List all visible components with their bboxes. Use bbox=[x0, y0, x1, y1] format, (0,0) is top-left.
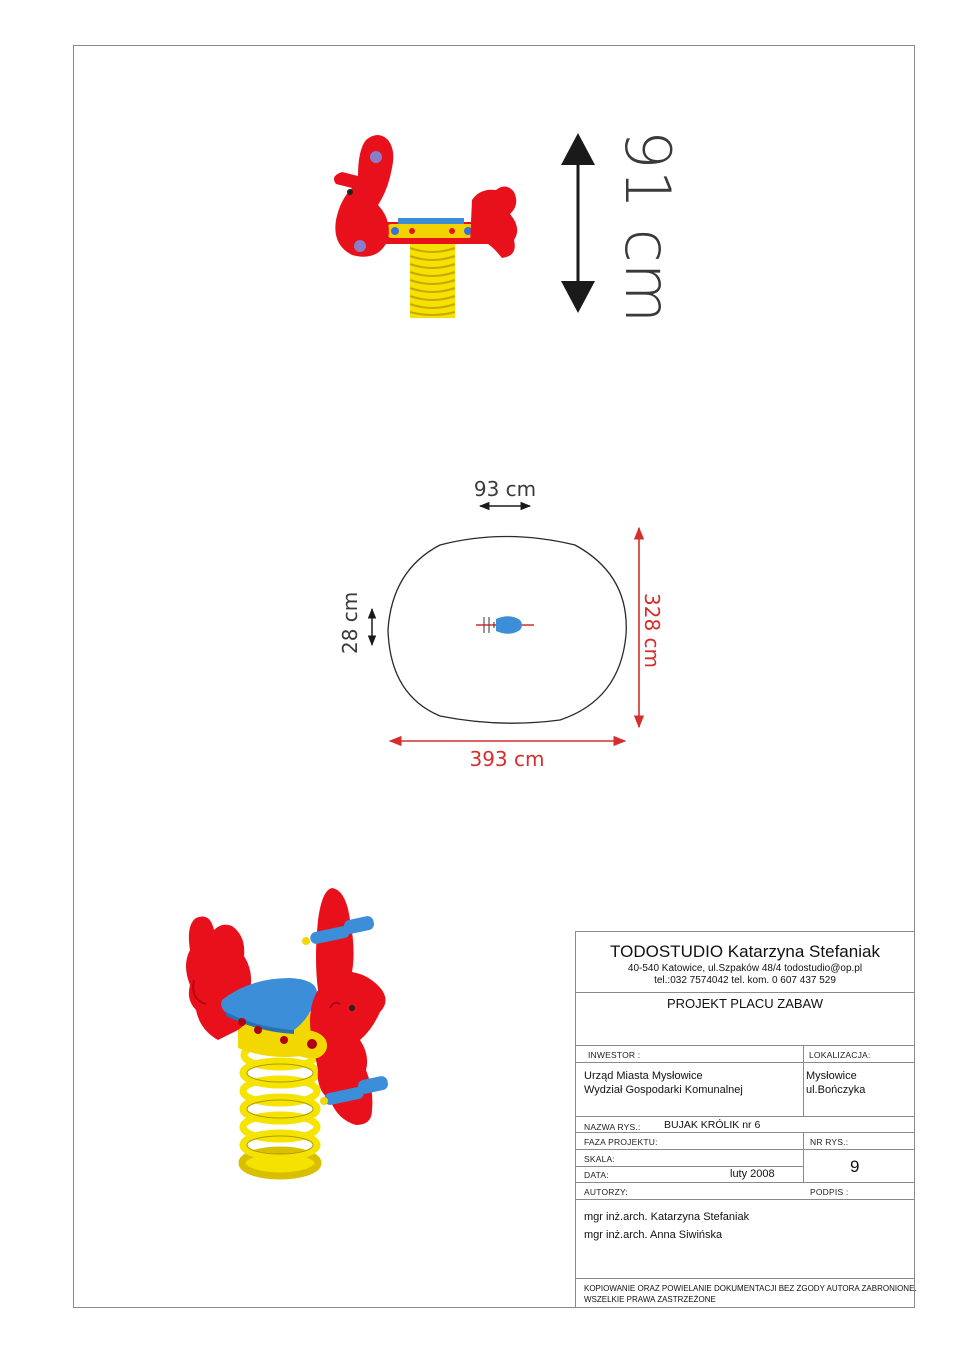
zone-depth-label: 328 cm bbox=[640, 593, 664, 669]
height-dimension-label: 91 cm bbox=[611, 130, 684, 324]
drawing-name-label: NAZWA RYS.: bbox=[584, 1122, 641, 1132]
author-2: mgr inż.arch. Anna Siwińska bbox=[584, 1229, 723, 1241]
seat-width-label: 93 cm bbox=[473, 477, 537, 501]
divider bbox=[576, 1166, 804, 1167]
investor-label: INWESTOR : bbox=[588, 1050, 641, 1060]
title-block bbox=[575, 931, 915, 1308]
divider bbox=[576, 1199, 914, 1200]
divider bbox=[803, 1045, 804, 1116]
copyright-rights: WSZELKIE PRAWA ZASTRZEŻONE bbox=[584, 1295, 716, 1304]
studio-name: TODOSTUDIO Katarzyna Stefaniak bbox=[610, 942, 880, 961]
drawing-number-label: NR RYS.: bbox=[810, 1137, 849, 1147]
toy-length-label: 28 cm bbox=[338, 591, 362, 654]
location-label: LOKALIZACJA: bbox=[809, 1050, 871, 1060]
side-view-illustration bbox=[334, 135, 517, 318]
divider bbox=[576, 1132, 914, 1133]
seat-side bbox=[398, 218, 464, 224]
divider bbox=[576, 1149, 914, 1150]
date-label: DATA: bbox=[584, 1170, 609, 1180]
date-value: luty 2008 bbox=[730, 1168, 775, 1180]
scale-label: SKALA: bbox=[584, 1154, 615, 1164]
divider bbox=[576, 1062, 914, 1063]
investor-department: Wydział Gospodarki Komunalnej bbox=[584, 1084, 743, 1096]
studio-address: 40-540 Katowice, ul.Szpaków 48/4 todostudio@op.pl bbox=[627, 963, 863, 974]
drawing-number: 9 bbox=[850, 1157, 860, 1176]
plan-view bbox=[388, 537, 626, 724]
divider bbox=[576, 1278, 914, 1279]
perspective-view-illustration bbox=[186, 888, 389, 1176]
divider bbox=[576, 992, 914, 993]
project-title: PROJEKT PLACU ZABAW bbox=[666, 996, 824, 1011]
divider bbox=[576, 1045, 914, 1046]
copyright-notice: KOPIOWANIE ORAZ POWIELANIE DOKUMENTACJI BEZ ZGODY AUTORA ZABRONIONE. bbox=[584, 1284, 917, 1293]
spring-side bbox=[410, 240, 455, 318]
divider bbox=[576, 1116, 914, 1117]
zone-width-label: 393 cm bbox=[469, 747, 545, 771]
drawing-name: BUJAK KRÓLIK nr 6 bbox=[664, 1119, 761, 1131]
spring-3d bbox=[242, 1043, 318, 1176]
location-street: ul.Bończyka bbox=[806, 1084, 866, 1096]
toy-top-view bbox=[476, 616, 534, 634]
rabbit-head-side bbox=[334, 135, 393, 257]
author-1: mgr inż.arch. Katarzyna Stefaniak bbox=[584, 1211, 750, 1223]
studio-phone: tel.:032 7574042 tel. kom. 0 607 437 529 bbox=[654, 975, 836, 986]
phase-label: FAZA PROJEKTU: bbox=[584, 1137, 658, 1147]
authors-label: AUTORZY: bbox=[584, 1187, 628, 1197]
signature-label: PODPIS : bbox=[810, 1187, 849, 1197]
rabbit-tail-side bbox=[470, 186, 517, 258]
divider bbox=[576, 1182, 914, 1183]
divider bbox=[803, 1132, 804, 1182]
location-city: Mysłowice bbox=[806, 1070, 857, 1082]
investor-name: Urząd Miasta Mysłowice bbox=[584, 1070, 703, 1082]
